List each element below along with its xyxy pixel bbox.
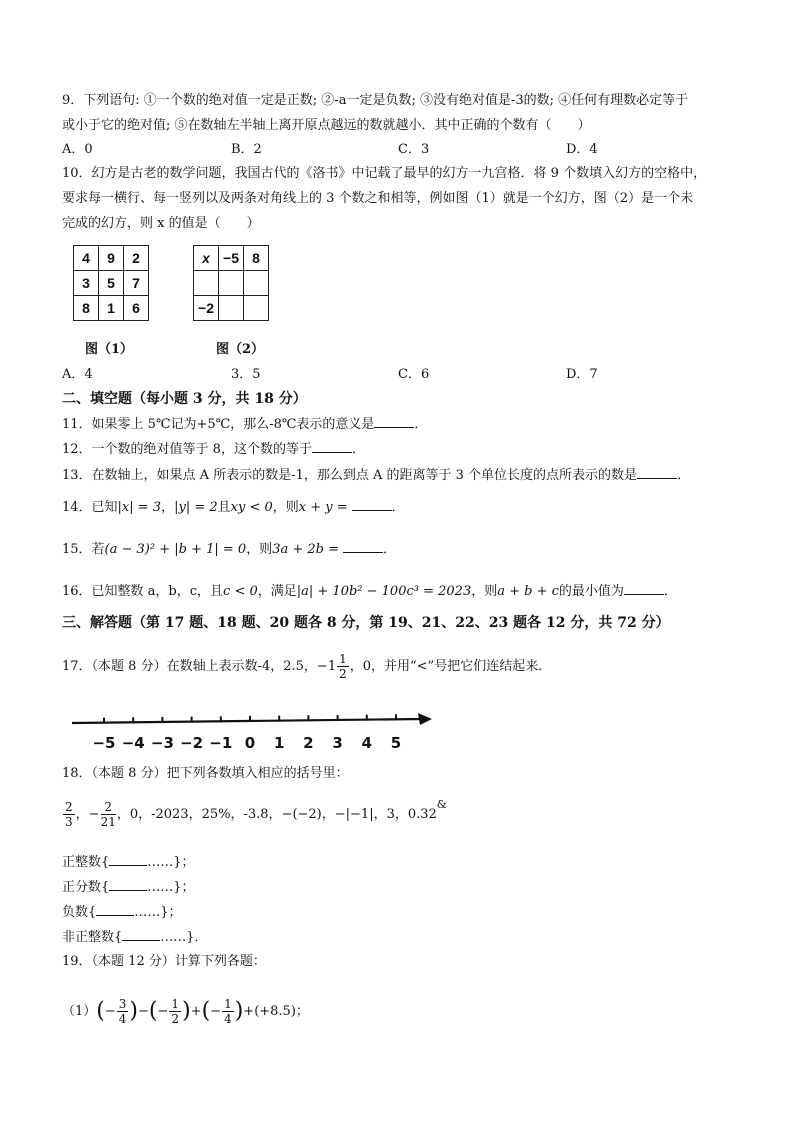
q18-category-non-positive-integer [62, 928, 208, 947]
axis-line [72, 719, 422, 723]
answer-blank [109, 853, 147, 866]
paren: ) [182, 998, 191, 1024]
q12-end: ． [351, 442, 365, 457]
q18-sep: ， [75, 807, 89, 822]
category-tail: ……}． [160, 930, 208, 945]
q19-fraction-1 [117, 997, 129, 1026]
category-label: 正分数{ [62, 880, 110, 895]
cell: x [194, 246, 219, 271]
q12-text: 12．一个数的绝对值等于 8，这个数的等于 [62, 442, 312, 457]
cell: 8 [244, 246, 269, 271]
cell [219, 296, 244, 321]
section-3-title: 三、解答题（第 17 题、18 题、20 题各 8 分，第 19、21、22、23 题各 12 分，共 72 分） [62, 615, 670, 631]
q13 [62, 466, 690, 485]
q14-math-3: xy < 0 [230, 500, 273, 515]
numerator: 3 [118, 997, 127, 1011]
q18-fraction-2 [101, 800, 116, 829]
cell: 2 [124, 246, 149, 271]
answer-blank [352, 498, 392, 511]
q19-text: 19．（本题 12 分）计算下列各题： [62, 954, 266, 969]
sign: − [157, 1004, 169, 1019]
category-tail: ……}； [147, 880, 195, 895]
q9-line1: 9．下列语句: ①一个数的绝对值一定是正数; ②-a一定是负数; ③没有绝对值是-3的数; ④任何有理数必定等于 [62, 93, 689, 108]
cell: 9 [99, 246, 124, 271]
paren: ( [148, 998, 158, 1024]
denominator: 4 [118, 1012, 127, 1026]
q9-option-a: A．0 [62, 142, 93, 157]
number-line [60, 708, 440, 760]
answer-blank [312, 440, 352, 453]
axis-tick-label: 1 [273, 734, 285, 752]
cell: 8 [74, 296, 99, 321]
denominator: 4 [224, 1012, 232, 1026]
q16-mid: ，满足 [257, 584, 297, 599]
category-label: 非正整数{ [62, 930, 123, 945]
q18-category-positive-fraction [62, 878, 195, 897]
q17-mixed-whole: −1 [316, 659, 337, 674]
q18-fraction-1 [63, 800, 75, 829]
q11 [62, 415, 427, 434]
q17-suffix: ，0，并用“<”号把它们连结起来． [349, 659, 552, 674]
q18-text: 18．（本题 8 分）把下列各数填入相应的括号里： [62, 766, 349, 781]
category-label: 正整数{ [62, 855, 110, 870]
q11-text: 11．如果零上 5℃记为+5℃，那么-8℃表示的意义是 [62, 417, 375, 432]
q16-prefix: 16．已知整数 a，b，c，且 [62, 584, 224, 599]
q16-math-2: |a| + 10b² − 100c³ = 2023 [296, 584, 472, 599]
cell: 5 [99, 271, 124, 296]
q14-math-4: x + y = [298, 500, 348, 515]
q10-line3: 完成的幻方，则 x 的值是（ ） [62, 216, 260, 231]
numerator: 2 [101, 800, 116, 815]
axis-tick-label: −5 [92, 734, 116, 752]
denominator: 2 [339, 667, 347, 681]
axis-tick-label: 2 [303, 734, 314, 752]
q16-end: ． [663, 584, 677, 599]
q10-line1: 10．幻方是古老的数学问题，我国古代的《洛书》中记载了最早的幻方一九宫格．将 9 个数填入幻方的空格中， [62, 166, 707, 181]
category-label: 负数{ [62, 905, 97, 920]
cell [244, 296, 269, 321]
cell [244, 271, 269, 296]
repeating-dot-mark: & [436, 798, 447, 811]
q19-part1-tail: +(+8.5)； [243, 1004, 309, 1019]
magic-square-figure-1 [73, 245, 149, 321]
answer-blank [96, 903, 134, 916]
q9-line2: 或小于它的绝对值; ⑤在数轴左半轴上离开原点越远的数就越小．其中正确的个数有（ ） [62, 118, 591, 133]
cell: −5 [219, 246, 244, 271]
axis-arrow [418, 713, 432, 725]
denominator: 3 [65, 815, 73, 829]
cell: −2 [194, 296, 219, 321]
q16 [62, 582, 677, 601]
q18-fraction-2-sign: − [88, 807, 100, 822]
axis-tick-label: 0 [244, 734, 256, 752]
q14-mid: 且 [217, 500, 231, 515]
q16-mid-2: ，则 [471, 584, 498, 599]
sign: − [210, 1004, 222, 1019]
cell: 7 [124, 271, 149, 296]
paren: ) [234, 998, 244, 1024]
axis-tick-label: 3 [332, 734, 343, 752]
q14-sep-1: ， [161, 500, 175, 515]
axis-tick-label: −1 [209, 734, 233, 752]
cell [219, 271, 244, 296]
q14-math-2: |y| = 2 [174, 500, 218, 515]
q16-suffix: 的最小值为 [558, 584, 624, 599]
axis-tick-label: −3 [150, 734, 174, 752]
magic-square-figure-2 [193, 245, 269, 321]
cell: 6 [124, 296, 149, 321]
answer-blank [374, 415, 414, 428]
q15-prefix: 15．若 [62, 542, 105, 557]
cell: 1 [99, 296, 124, 321]
q15-math-2: 3a + 2b = [272, 542, 339, 557]
numerator: 2 [65, 800, 73, 814]
q14-sep-2: ，则 [272, 500, 299, 515]
q10-option-d: D．7 [566, 367, 598, 382]
numerator: 1 [224, 997, 232, 1011]
figure-2-caption: 图（2） [216, 342, 265, 357]
q11-end: ． [414, 417, 428, 432]
q14-math-1: |x| = 3 [117, 500, 162, 515]
q14-prefix: 14．已知 [62, 500, 118, 515]
sign: − [104, 1004, 116, 1019]
q16-math-1: c < 0 [223, 584, 258, 599]
cell [194, 271, 219, 296]
q14-end: ． [391, 500, 405, 515]
q19-fraction-2 [169, 997, 181, 1026]
paren: ( [96, 998, 105, 1024]
q19-part1-label: （1） [62, 1004, 97, 1019]
q18-category-negative [62, 903, 182, 922]
numerator: 1 [171, 997, 180, 1011]
figure-1-caption: 图（1） [85, 342, 134, 357]
q15-end: ． [383, 542, 397, 557]
category-tail: ……}； [147, 855, 195, 870]
q19-part-1: （1）(− $\frac{3}{4}$ )−(− $\frac{1}{2}$ )+(− $\frac{1}{4}$ )+(+8.5)； [62, 997, 309, 1026]
q19-fraction-3 [222, 997, 234, 1026]
paren: ( [201, 998, 211, 1024]
category-tail: ……}； [134, 905, 182, 920]
answer-blank [637, 466, 677, 479]
answer-blank [343, 540, 383, 553]
q17 [62, 652, 551, 681]
q18-number-list: ，0，-2023，25%，-3.8，−(−2)，−|−1|，3，0.32 [116, 807, 437, 822]
q17-fraction [337, 652, 349, 681]
numerator: 1 [339, 652, 347, 666]
q12 [62, 440, 365, 459]
axis-tick-label: −4 [121, 734, 145, 752]
q10-option-b: 3．5 [231, 367, 261, 382]
answer-blank [624, 582, 664, 595]
cell: 3 [74, 271, 99, 296]
q9-option-b: B．2 [231, 142, 262, 157]
answer-blank [122, 928, 160, 941]
q15 [62, 540, 396, 559]
q18-category-positive-integer [62, 853, 195, 872]
cell: 4 [74, 246, 99, 271]
q10-line2: 要求每一横行、每一竖列以及两条对角线上的 3 个数之和相等，例如图（1）就是一个幻方，图（2）是一个未 [62, 191, 694, 206]
denominator: 21 [100, 815, 116, 829]
paren: ) [129, 998, 139, 1024]
q17-prefix: 17．（本题 8 分）在数轴上表示数-4，2.5， [62, 659, 317, 674]
q13-text: 13．在数轴上，如果点 A 所表示的数是-1，那么到点 A 的距离等于 3 个单位长度的点所表示的数是 [62, 468, 638, 483]
axis-tick-label: 4 [361, 734, 373, 752]
q9-option-c: C．3 [398, 142, 430, 157]
section-2-title: 二、填空题（每小题 3 分，共 18 分） [62, 391, 307, 407]
q14 [62, 498, 405, 517]
q13-end: ． [677, 468, 691, 483]
denominator: 2 [171, 1012, 180, 1026]
q10-option-c: C．6 [398, 367, 430, 382]
q16-math-3: a + b + c [497, 584, 559, 599]
axis-tick-label: 5 [390, 734, 402, 752]
q10-option-a: A．4 [62, 367, 93, 382]
q15-math-1: (a − 3)² + |b + 1| = 0 [104, 542, 247, 557]
q18-numbers [62, 800, 447, 830]
axis-tick-label: −2 [180, 734, 204, 752]
q15-mid: ，则 [246, 542, 273, 557]
answer-blank [109, 878, 147, 891]
q9-option-d: D．4 [566, 142, 598, 157]
